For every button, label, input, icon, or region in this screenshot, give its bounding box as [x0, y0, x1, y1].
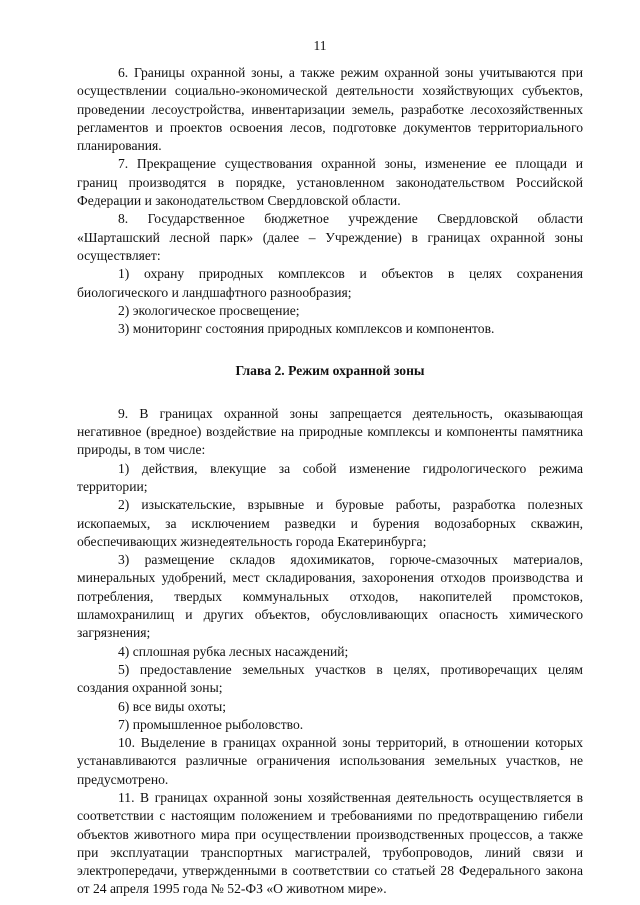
paragraph-9: 9. В границах охранной зоны запрещается деятельность, оказывающая негативное (вредное) воздействие на природные комплексы и компоненты памятника природы, в том числе: [77, 405, 583, 458]
paragraph-9-item-2: 2) изыскательские, взрывные и буровые работы, разработка полезных ископаемых, за исключением разведки и бурения водозаборных скважин, обеспечивающих жизнедеятельность города Екатеринбурга; [77, 497, 583, 549]
paragraph-9-item-3: 3) размещение складов ядохимикатов, горюче-смазочных материалов, минеральных удобрений, мест складирования, захоронения отходов производства и потребления, твердых коммунальных отходов, накопителей промстоков, шламохранилищ и других объектов, обусловливающих опасность химического загрязнения; [77, 552, 583, 641]
paragraph-8-item-2: 2) экологическое просвещение; [118, 302, 300, 318]
paragraph-9-item-7: 7) промышленное рыболовство. [118, 716, 304, 732]
paragraph-9-item-4: 4) сплошная рубка лесных насаждений; [118, 643, 349, 659]
paragraph-8-item-1: 1) охрану природных комплексов и объектов в целях сохранения биологического и ландшафтного разнообразия; [77, 266, 583, 300]
chapter-heading: Глава 2. Режим охранной зоны [235, 363, 425, 379]
paragraph-10: 10. Выделение в границах охранной зоны территорий, в отношении которых устанавливаются различные ограничения использования земельных участков, не предусмотрено. [77, 735, 583, 787]
paragraph-6: 6. Границы охранной зоны, а также режим охранной зоны учитываются при осуществлении социально-экономической деятельности хозяйствующих субъектов, проведении лесоустройства, инвентаризации земель, разработке лесохозяйственных регламентов и проектов освоения лесов, подготовке документов территориального планирования. [77, 65, 583, 154]
paragraph-8-item-3: 3) мониторинг состояния природных комплексов и компонентов. [118, 321, 495, 337]
paragraph-9-item-5: 5) предоставление земельных участков в целях, противоречащих целям создания охранной зоны; [77, 661, 583, 696]
paragraph-8: 8. Государственное бюджетное учреждение Свердловской области «Шарташский лесной парк» (далее – Учреждение) в границах охранной зоны осуществляет: [77, 211, 583, 263]
paragraph-9-item-1: 1) действия, влекущие за собой изменение гидрологического режима территории; [77, 460, 583, 494]
paragraph-7: 7. Прекращение существования охранной зоны, изменение ее площади и границ производятся в порядке, установленном законодательством Российской Федерации и законодательством Свердловской области. [77, 156, 583, 209]
page-number: 11 [313, 38, 327, 53]
paragraph-9-item-6: 6) все виды охоты; [118, 698, 227, 714]
document-body [77, 64, 583, 899]
paragraph-11: 11. В границах охранной зоны хозяйственная деятельность осуществляется в соответствии с настоящим положением и требованиями по предотвращению гибели объектов животного мира при осуществлении производственных процессов, а также при эксплуатации транспортных магистралей, трубопроводов, линий связи и электропередачи, утвержденными в соответствии со статьей 28 Федерального закона от 24 апреля 1995 года № 52-ФЗ «О животном мире». [77, 789, 583, 897]
